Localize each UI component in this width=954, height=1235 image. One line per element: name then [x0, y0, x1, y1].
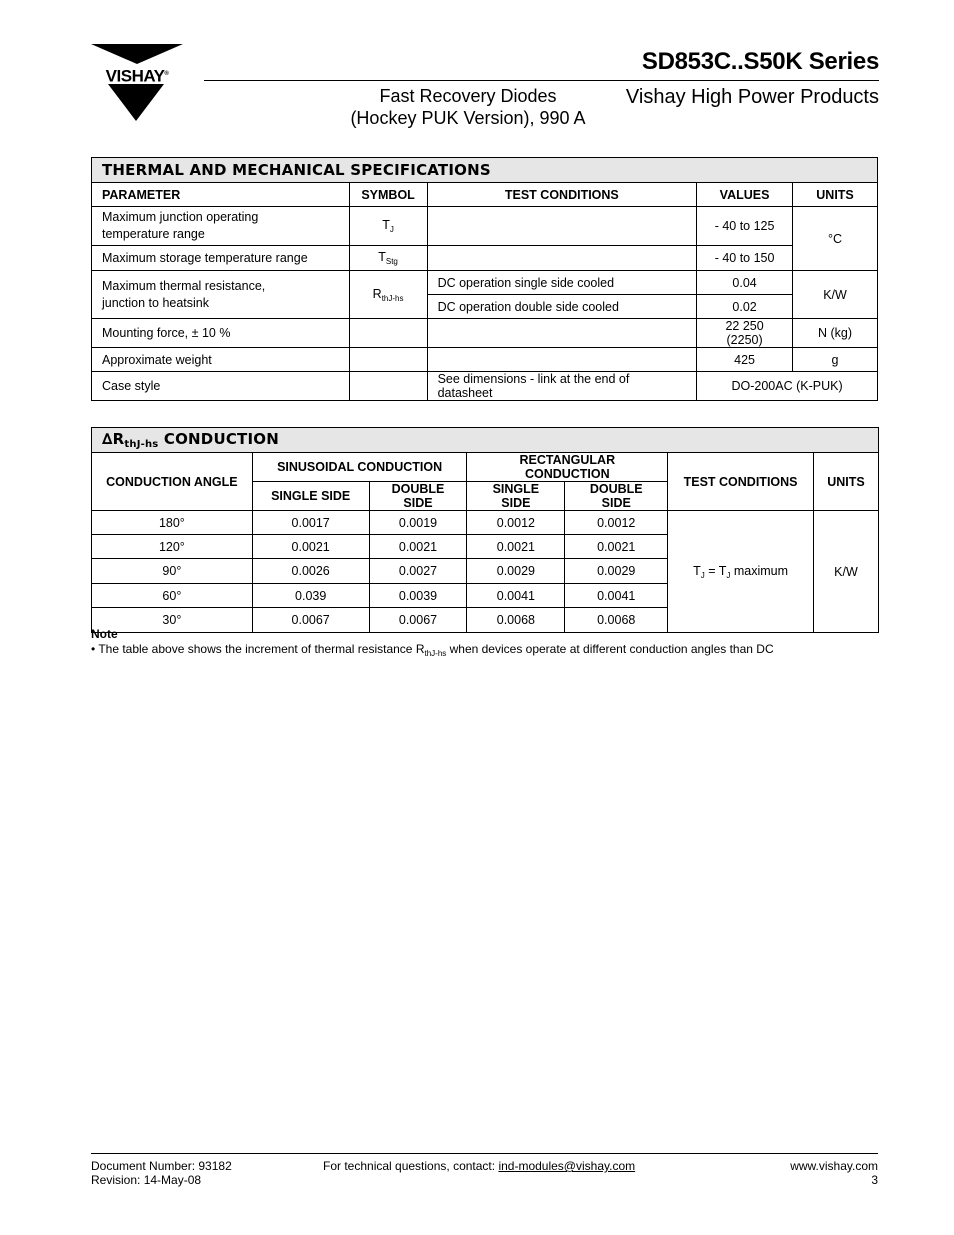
document-number: Document Number: 93182	[91, 1159, 232, 1173]
value-cell: 0.0068	[467, 608, 565, 633]
footer-site-info	[790, 1159, 878, 1187]
param-cell: Case style	[92, 372, 350, 401]
value-cell: 0.0067	[252, 608, 369, 633]
col-header-sinusoidal: SINUSOIDAL CONDUCTION	[252, 453, 467, 482]
col-header-sin-double: DOUBLE SIDE	[369, 482, 467, 511]
condition-cell: See dimensions - link at the end of datasheet	[427, 372, 697, 401]
header-rule	[204, 80, 879, 81]
param-cell: Maximum junction operating temperature range	[92, 207, 350, 246]
test-condition-cell: $T_J = T_J$ maximum	[668, 511, 814, 633]
table-row	[92, 246, 878, 271]
value-cell: 0.0027	[369, 559, 467, 584]
brand-name: Vishay High Power Products	[625, 86, 879, 108]
value-cell: DO-200AC (K-PUK)	[697, 372, 878, 401]
unit-cell: K/W	[793, 271, 878, 319]
value-cell: - 40 to 150	[697, 246, 793, 271]
product-line-2: (Hockey PUK Version), 990 A	[350, 108, 586, 128]
page-number: 3	[871, 1173, 878, 1187]
contact-email-link[interactable]: ind-modules@vishay.com	[498, 1159, 636, 1173]
note-block	[91, 627, 774, 658]
table-row	[92, 348, 878, 372]
table-title: THERMAL AND MECHANICAL SPECIFICATIONS	[92, 158, 878, 183]
value-cell: 0.0012	[565, 511, 668, 535]
table-row	[92, 511, 879, 535]
value-cell: 0.0021	[565, 535, 668, 559]
col-header-rect-single: SINGLE SIDE	[467, 482, 565, 511]
table-title: $\Delta R_{thJ-hs}$ CONDUCTION	[92, 428, 879, 453]
revision: Revision: 14-May-08	[91, 1173, 202, 1187]
value-cell: 0.0021	[252, 535, 369, 559]
footer-contact	[323, 1159, 635, 1173]
col-header-test-conditions: TEST CONDITIONS	[668, 453, 814, 511]
col-header-units: UNITS	[813, 453, 878, 511]
col-header-test-conditions: TEST CONDITIONS	[427, 183, 697, 207]
thermal-mechanical-table	[91, 157, 878, 401]
condition-cell: DC operation double side cooled	[427, 295, 697, 319]
conduction-table	[91, 427, 879, 633]
col-header-symbol: SYMBOL	[349, 183, 427, 207]
footer-doc-info	[91, 1159, 232, 1187]
value-cell: 0.0017	[252, 511, 369, 535]
angle-cell: 180°	[92, 511, 253, 535]
unit-cell: K/W	[813, 511, 878, 633]
value-cell: 0.039	[252, 584, 369, 608]
angle-cell: 60°	[92, 584, 253, 608]
unit-cell: °C	[793, 207, 878, 271]
series-title: SD853C..S50K Series	[641, 48, 879, 75]
unit-cell: N (kg)	[793, 319, 878, 348]
symbol-cell: $T_{Stg}$	[349, 246, 427, 271]
symbol-cell	[349, 319, 427, 348]
condition-cell	[427, 207, 697, 246]
param-cell: Mounting force, ± 10 %	[92, 319, 350, 348]
col-header-conduction-angle: CONDUCTION ANGLE	[92, 453, 253, 511]
note-text: • The table above shows the increment of thermal resistance $R_{thJ-hs}$ when devices operate at different conduction angles than DC	[91, 642, 774, 658]
table-row	[92, 372, 878, 401]
col-header-rect-double: DOUBLE SIDE	[565, 482, 668, 511]
value-cell: 0.0041	[565, 584, 668, 608]
condition-cell: DC operation single side cooled	[427, 271, 697, 295]
col-header-values: VALUES	[697, 183, 793, 207]
footer-rule	[91, 1153, 878, 1154]
param-cell: Maximum thermal resistance, junction to heatsink	[92, 271, 350, 319]
value-cell: 0.0029	[565, 559, 668, 584]
logo-wordmark: VISHAY®	[105, 66, 169, 86]
value-cell: - 40 to 125	[697, 207, 793, 246]
symbol-cell	[349, 348, 427, 372]
condition-cell	[427, 348, 697, 372]
value-cell: 0.0039	[369, 584, 467, 608]
product-description	[330, 85, 606, 129]
symbol-cell: $R_{thJ-hs}$	[349, 271, 427, 319]
product-line-1: Fast Recovery Diodes	[379, 86, 557, 106]
param-cell: Maximum storage temperature range	[92, 246, 350, 271]
table-row	[92, 271, 878, 295]
condition-cell	[427, 319, 697, 348]
logo-top-triangle	[91, 44, 183, 64]
param-cell: Approximate weight	[92, 348, 350, 372]
value-cell: 0.0012	[467, 511, 565, 535]
col-header-rectangular: RECTANGULAR CONDUCTION	[467, 453, 668, 482]
value-cell: 22 250 (2250)	[697, 319, 793, 348]
value-cell: 0.0029	[467, 559, 565, 584]
unit-cell: g	[793, 348, 878, 372]
value-cell: 0.0041	[467, 584, 565, 608]
table-row	[92, 207, 878, 246]
value-cell: 0.02	[697, 295, 793, 319]
vishay-logo	[91, 44, 183, 120]
angle-cell: 120°	[92, 535, 253, 559]
condition-cell	[427, 246, 697, 271]
value-cell: 0.0068	[565, 608, 668, 633]
contact-label: For technical questions, contact:	[323, 1159, 499, 1173]
note-title: Note	[91, 627, 118, 641]
table-row	[92, 319, 878, 348]
col-header-sin-single: SINGLE SIDE	[252, 482, 369, 511]
col-header-units: UNITS	[793, 183, 878, 207]
symbol-cell	[349, 372, 427, 401]
value-cell: 0.0021	[369, 535, 467, 559]
symbol-cell: $T_J$	[349, 207, 427, 246]
value-cell: 0.04	[697, 271, 793, 295]
value-cell: 0.0021	[467, 535, 565, 559]
angle-cell: 30°	[92, 608, 253, 633]
angle-cell: 90°	[92, 559, 253, 584]
value-cell: 0.0067	[369, 608, 467, 633]
value-cell: 0.0019	[369, 511, 467, 535]
logo-bottom-triangle	[108, 84, 164, 121]
value-cell: 425	[697, 348, 793, 372]
value-cell: 0.0026	[252, 559, 369, 584]
website-link[interactable]: www.vishay.com	[790, 1159, 878, 1173]
col-header-parameter: PARAMETER	[92, 183, 350, 207]
